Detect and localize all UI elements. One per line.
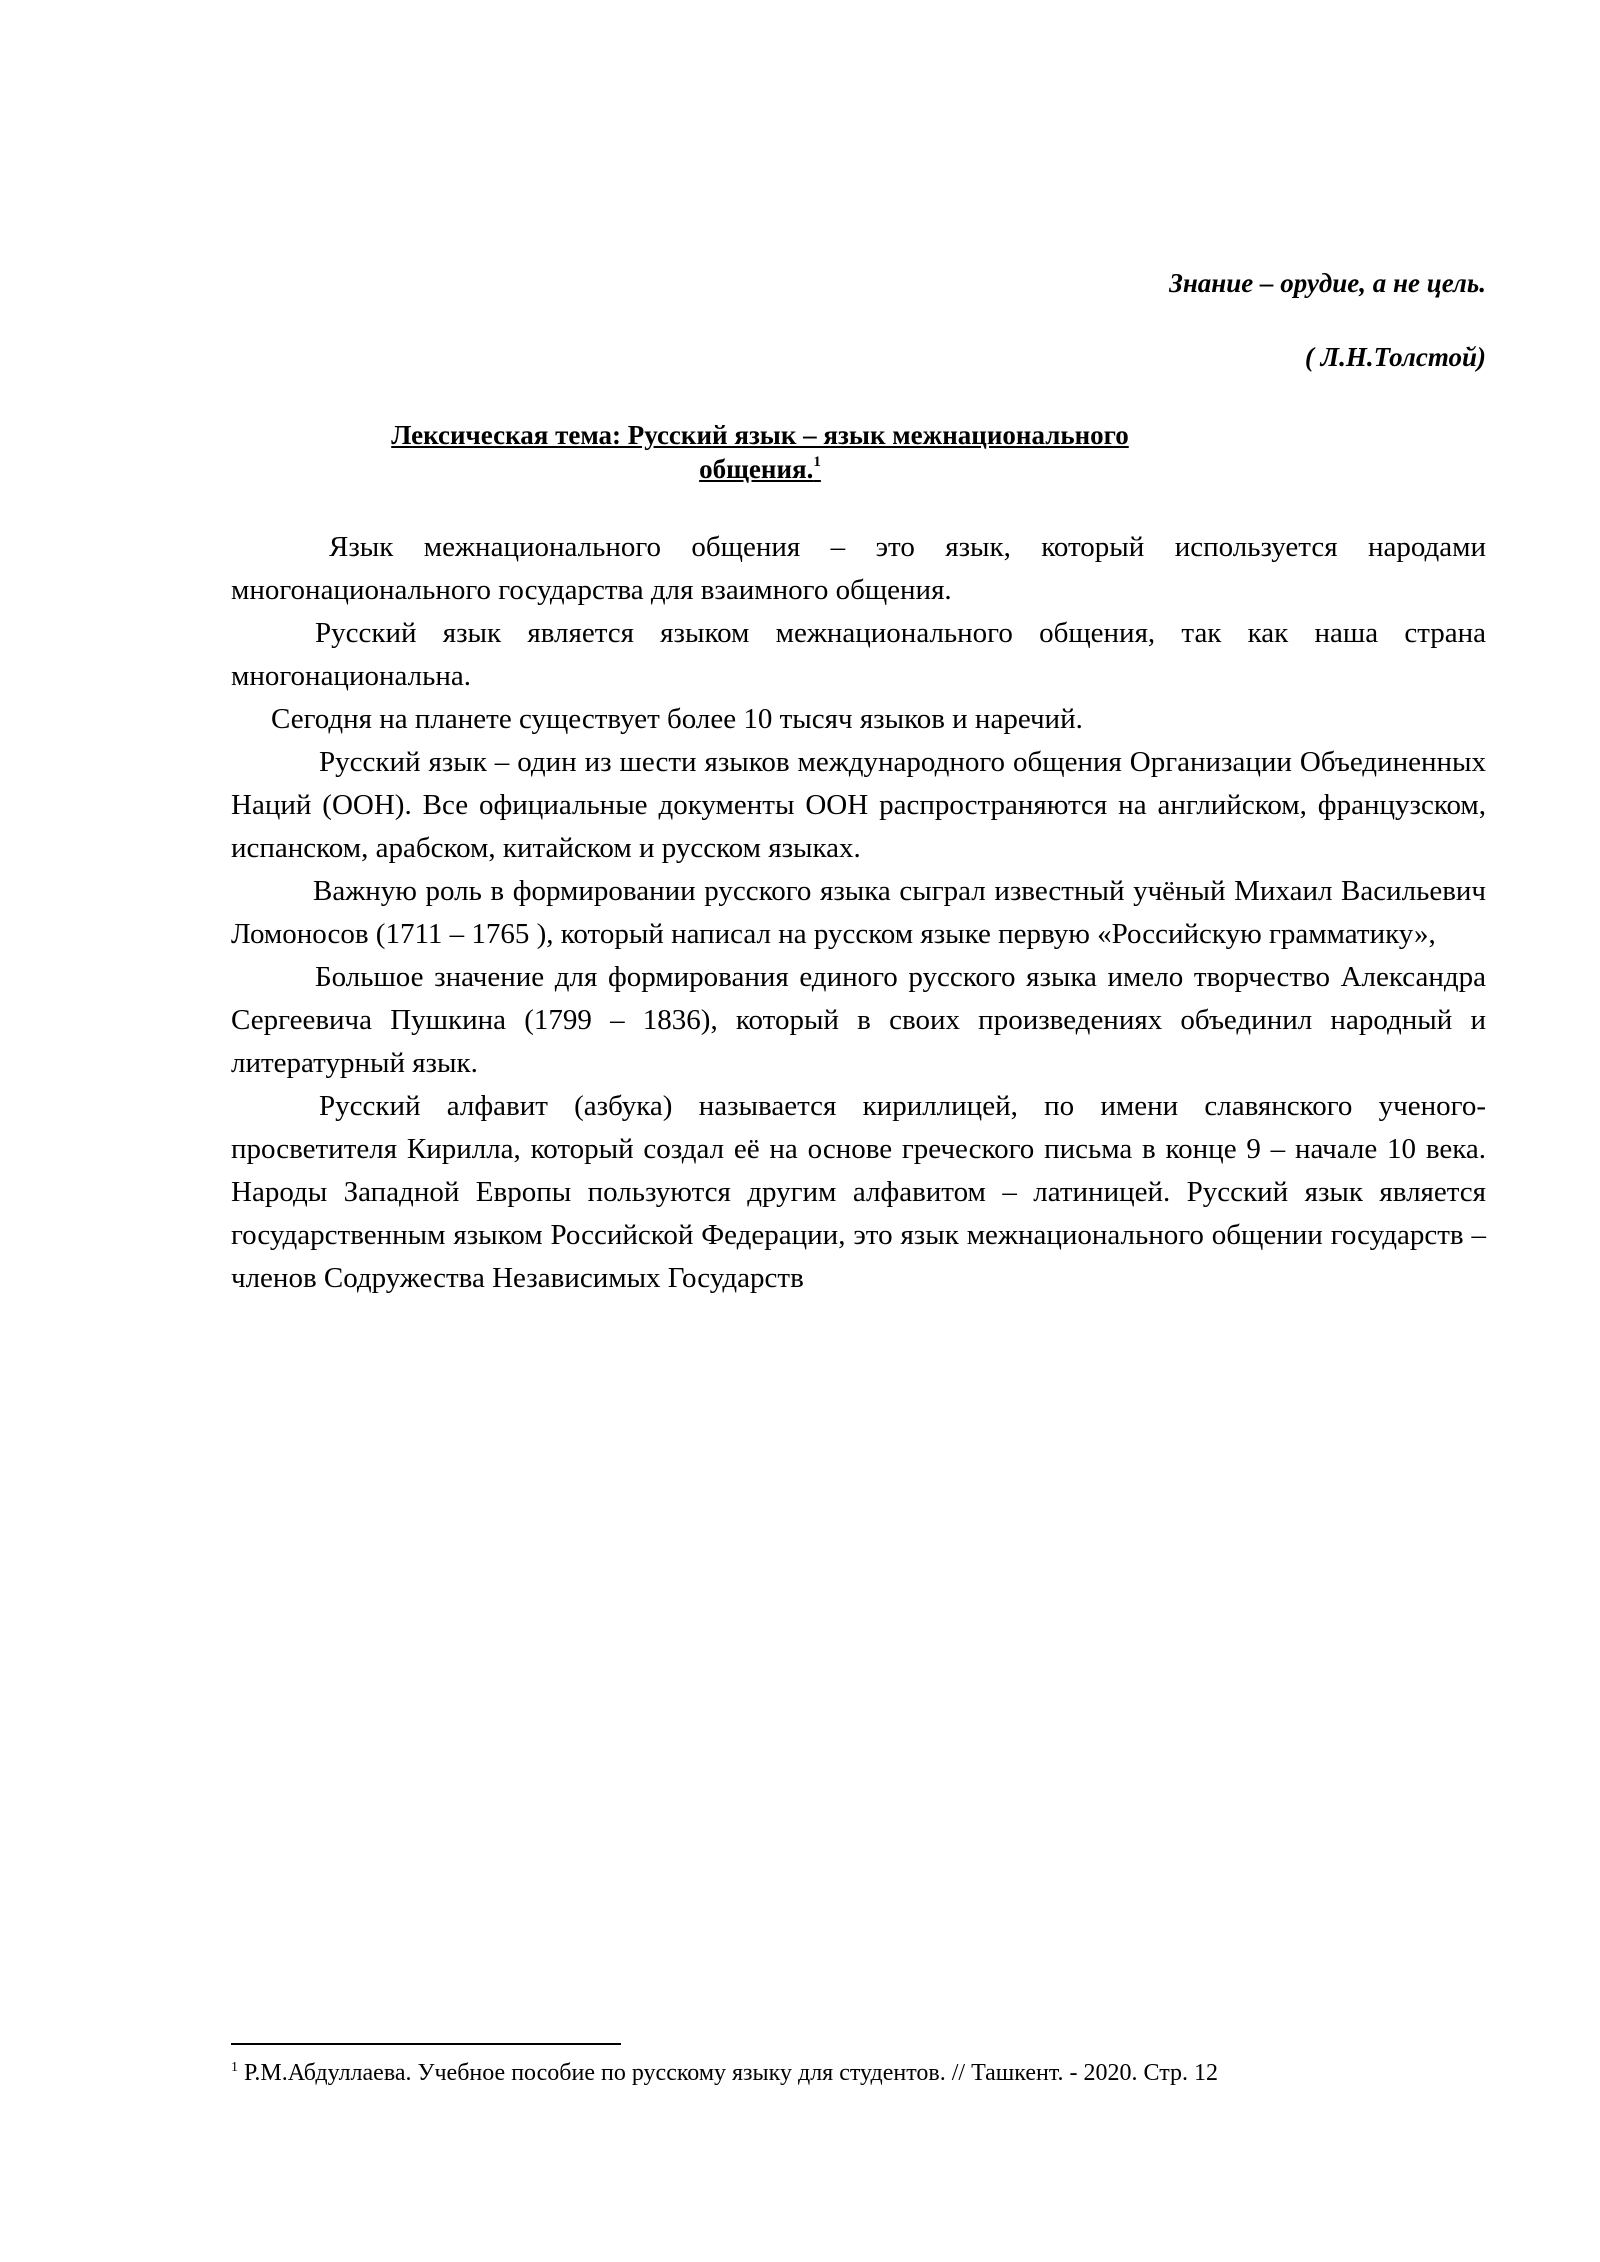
paragraph: Язык межнационального общения – это язык, который используется народами многонационального государства для взаимного общения. [231,531,1486,606]
footnote-text: Р.М.Абдуллаева. Учебное пособие по русскому языку для студентов. // Ташкент. - 2020. Стр. 12 [238,2060,1218,2086]
paragraph: Сегодня на планете существует более 10 тысяч языков и наречий. [271,703,1083,735]
body-text [231,526,1486,1300]
paragraph: Русский язык – один из шести языков международного общения Организации Объединенных Наций (ООН). Все официальные документы ООН распространяются на английском, французском, испанском, арабском, китайском и русском языках. [231,746,1486,864]
title-line-1: Лексическая тема: Русский язык – язык межнационального [391,420,1129,450]
paragraph: Русский алфавит (азбука) называется кириллицей, по имени славянского ученого-просветителя Кирилла, который создал её на основе греческого письма в конце 9 – начале 10 века. Народы Западной Европы пользуются другим алфавитом – латиницей. Русский язык является государственным языком Российской Федерации, это язык межнационального общении государств – членов Содружества Независимых Государств [231,1090,1486,1294]
footnote [231,2058,1486,2088]
footnote-separator [231,2043,621,2045]
footnote-reference[interactable]: 1 [813,454,821,470]
footnote-marker: 1 [231,2060,238,2075]
page-title [360,418,1160,486]
epigraph-author: ( Л.Н.Толстой) [1304,342,1486,372]
epigraph-quote: Знание – орудие, а не цель. [1169,268,1486,298]
paragraph: Большое значение для формирования единого русского языка имело творчество Александра Сергеевича Пушкина (1799 – 1836), который в своих произведениях объединил народный и литературный язык. [231,961,1486,1079]
paragraph: Русский язык является языком межнационального общения, так как наша страна многонациональна. [231,617,1486,692]
paragraph: Важную роль в формировании русского языка сыграл известный учёный Михаил Васильевич Ломоносов (1711 – 1765 ), который написал на русском языке первую «Российскую грамматику», [231,875,1486,950]
title-line-2: общения. [699,454,814,484]
